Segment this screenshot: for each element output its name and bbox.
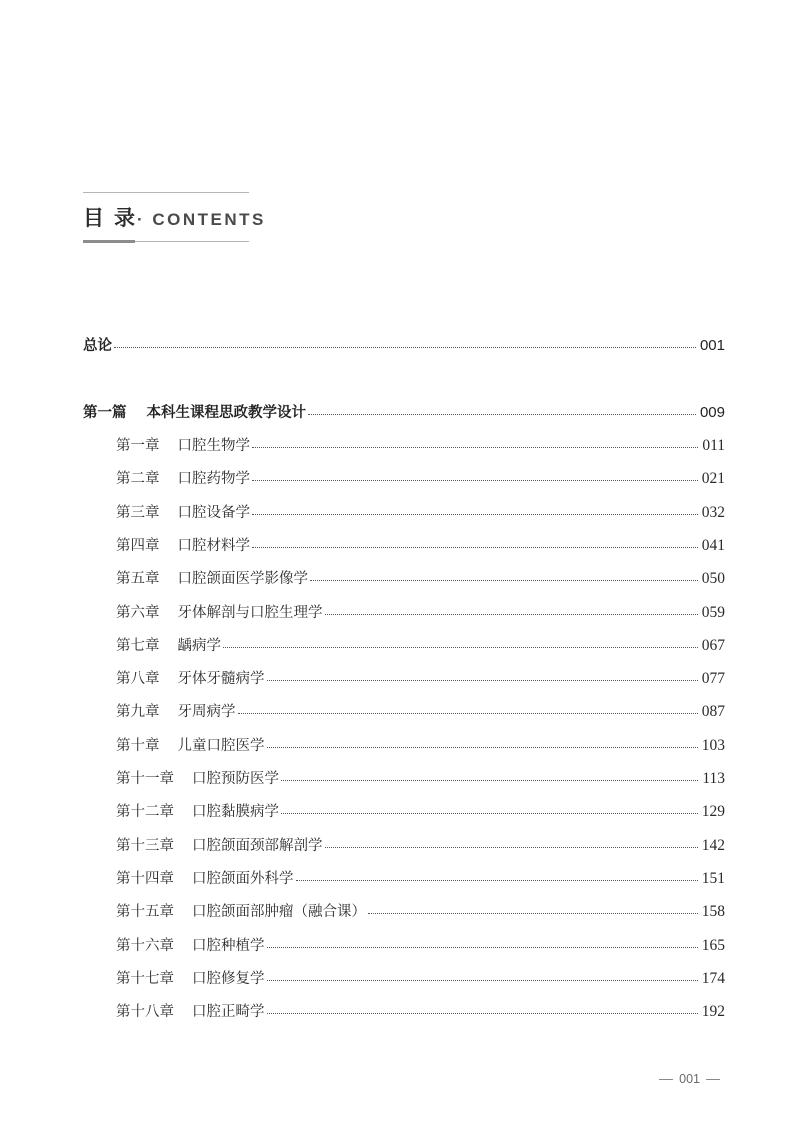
- toc-chapter-page: 165: [701, 936, 725, 954]
- dot-leader: [223, 647, 698, 648]
- toc-entry-chapter[interactable]: [116, 434, 725, 455]
- toc-chapter-title: 牙体解剖与口腔生理学: [177, 604, 323, 621]
- toc-chapter-number: 第四章: [116, 537, 160, 554]
- toc-chapter-number: 第七章: [116, 637, 160, 654]
- toc-entry-part[interactable]: [83, 401, 725, 422]
- toc-chapter-title: 口腔颌面外科学: [192, 870, 294, 887]
- toc-chapter-page: 041: [701, 536, 725, 554]
- toc-entry-chapter[interactable]: [116, 800, 725, 821]
- toc-chapter-title: 口腔材料学: [177, 537, 250, 554]
- toc-chapter-title: 口腔颌面部肿瘤（融合课）: [192, 904, 366, 921]
- toc-entry-page: 001: [699, 337, 725, 354]
- toc-chapter-page: 113: [702, 770, 725, 787]
- toc-chapter-number: 第三章: [116, 504, 160, 521]
- folio-dash-left: [659, 1079, 673, 1080]
- toc-entry-chapter[interactable]: [116, 700, 725, 721]
- toc-chapter-title: 牙周病学: [177, 704, 236, 721]
- toc-chapter-page: 174: [701, 969, 725, 987]
- toc-chapter-page: 050: [701, 570, 725, 588]
- page-folio: [653, 1072, 726, 1086]
- toc-chapter-number: 第十二章: [116, 804, 174, 821]
- dot-leader: [252, 547, 698, 548]
- toc-chapter-page: 142: [701, 836, 725, 854]
- toc-chapter-number: 第十六章: [116, 937, 174, 954]
- toc-chapter-page: 192: [701, 1003, 725, 1021]
- toc-entry-chapter[interactable]: [116, 1000, 725, 1021]
- toc-chapter-number: 第十七章: [116, 970, 174, 987]
- toc-chapter-title: 龋病学: [177, 637, 221, 654]
- dot-leader: [238, 713, 698, 714]
- dot-leader: [252, 514, 698, 515]
- toc-chapter-page: 021: [701, 470, 725, 488]
- toc-chapter-number: 第十八章: [116, 1004, 174, 1021]
- toc-chapter-title: 口腔生物学: [177, 438, 250, 454]
- toc-chapter-page: 077: [701, 670, 725, 688]
- toc-chapter-number: 第二章: [116, 471, 160, 488]
- toc-chapter-title: 牙体牙髓病学: [177, 671, 265, 688]
- toc-chapter-number: 第九章: [116, 704, 160, 721]
- dot-leader: [368, 913, 698, 914]
- dot-leader: [308, 414, 696, 415]
- toc-chapter-page: 011: [702, 437, 725, 454]
- dot-leader: [281, 813, 698, 814]
- toc-entry-page: 009: [699, 404, 725, 421]
- dot-leader: [296, 880, 698, 881]
- dot-leader: [325, 847, 698, 848]
- toc-chapter-number: 第一章: [116, 438, 160, 454]
- toc-chapter-title: 口腔预防医学: [192, 771, 279, 787]
- toc-part-title: 本科生课程思政教学设计: [146, 405, 306, 421]
- folio-number: 001: [679, 1072, 700, 1086]
- toc-entry-chapter[interactable]: [116, 734, 725, 755]
- toc-chapter-title: 儿童口腔医学: [177, 737, 265, 754]
- toc-chapter-page: 087: [701, 703, 725, 721]
- toc-entry-chapter[interactable]: [116, 934, 725, 955]
- toc-entry-chapter[interactable]: [116, 567, 725, 588]
- toc-entry-chapter[interactable]: [116, 634, 725, 655]
- dot-leader: [281, 780, 698, 781]
- toc-chapter-title: 口腔药物学: [177, 471, 250, 488]
- toc-chapter-page: 059: [701, 603, 725, 621]
- toc-entry-chapter[interactable]: [116, 667, 725, 688]
- dot-leader: [267, 1013, 698, 1014]
- toc-entry-chapter[interactable]: [116, 867, 725, 888]
- toc-entry-chapter[interactable]: [116, 900, 725, 921]
- toc-chapter-title: 口腔颌面颈部解剖学: [192, 837, 323, 854]
- toc-entry-chapter[interactable]: [116, 767, 725, 788]
- dot-leader: [267, 680, 698, 681]
- toc-chapter-page: 067: [701, 636, 725, 654]
- heading-chinese: 目录: [83, 206, 145, 230]
- toc-chapter-number: 第十一章: [116, 771, 174, 787]
- toc-chapter-title: 口腔修复学: [192, 970, 265, 987]
- toc-chapter-number: 第十四章: [116, 870, 174, 887]
- dot-leader: [325, 614, 698, 615]
- dot-leader: [252, 480, 698, 481]
- folio-dash-right: [706, 1079, 720, 1080]
- toc-part-number: 第一篇: [83, 405, 127, 421]
- toc-chapter-title: 口腔颌面医学影像学: [177, 571, 308, 588]
- toc-chapter-number: 第十章: [116, 737, 160, 754]
- toc-chapter-number: 第十三章: [116, 837, 174, 854]
- toc-entry-title: 总论: [83, 338, 112, 354]
- toc-entry-chapter[interactable]: [116, 967, 725, 988]
- dot-leader: [114, 347, 696, 348]
- toc-chapter-number: 第十五章: [116, 904, 174, 921]
- toc-entry-intro[interactable]: [83, 334, 725, 355]
- toc-chapter-page: 158: [701, 903, 725, 921]
- toc-chapter-page: 103: [701, 736, 725, 754]
- toc-chapter-page: 032: [701, 503, 725, 521]
- toc-entry-chapter[interactable]: [116, 534, 725, 555]
- toc-entry-chapter[interactable]: [116, 501, 725, 522]
- dot-leader: [267, 747, 698, 748]
- toc-entry-chapter[interactable]: [116, 467, 725, 488]
- heading-english: · CONTENTS: [137, 210, 266, 229]
- toc-chapter-title: 口腔种植学: [192, 937, 265, 954]
- toc-chapter-number: 第五章: [116, 571, 160, 588]
- toc-chapter-number: 第六章: [116, 604, 160, 621]
- toc-entry-chapter[interactable]: [116, 834, 725, 855]
- dot-leader: [310, 580, 698, 581]
- dot-leader: [252, 447, 698, 448]
- toc-chapter-number: 第八章: [116, 671, 160, 688]
- dot-leader: [267, 980, 698, 981]
- toc-chapter-page: 129: [701, 803, 725, 821]
- dot-leader: [267, 947, 698, 948]
- toc-entry-chapter[interactable]: [116, 601, 725, 622]
- toc-chapter-title: 口腔正畸学: [192, 1004, 265, 1021]
- toc-chapter-title: 口腔设备学: [177, 504, 250, 521]
- toc-chapter-page: 151: [701, 869, 725, 887]
- toc-chapter-title: 口腔黏膜病学: [192, 804, 279, 821]
